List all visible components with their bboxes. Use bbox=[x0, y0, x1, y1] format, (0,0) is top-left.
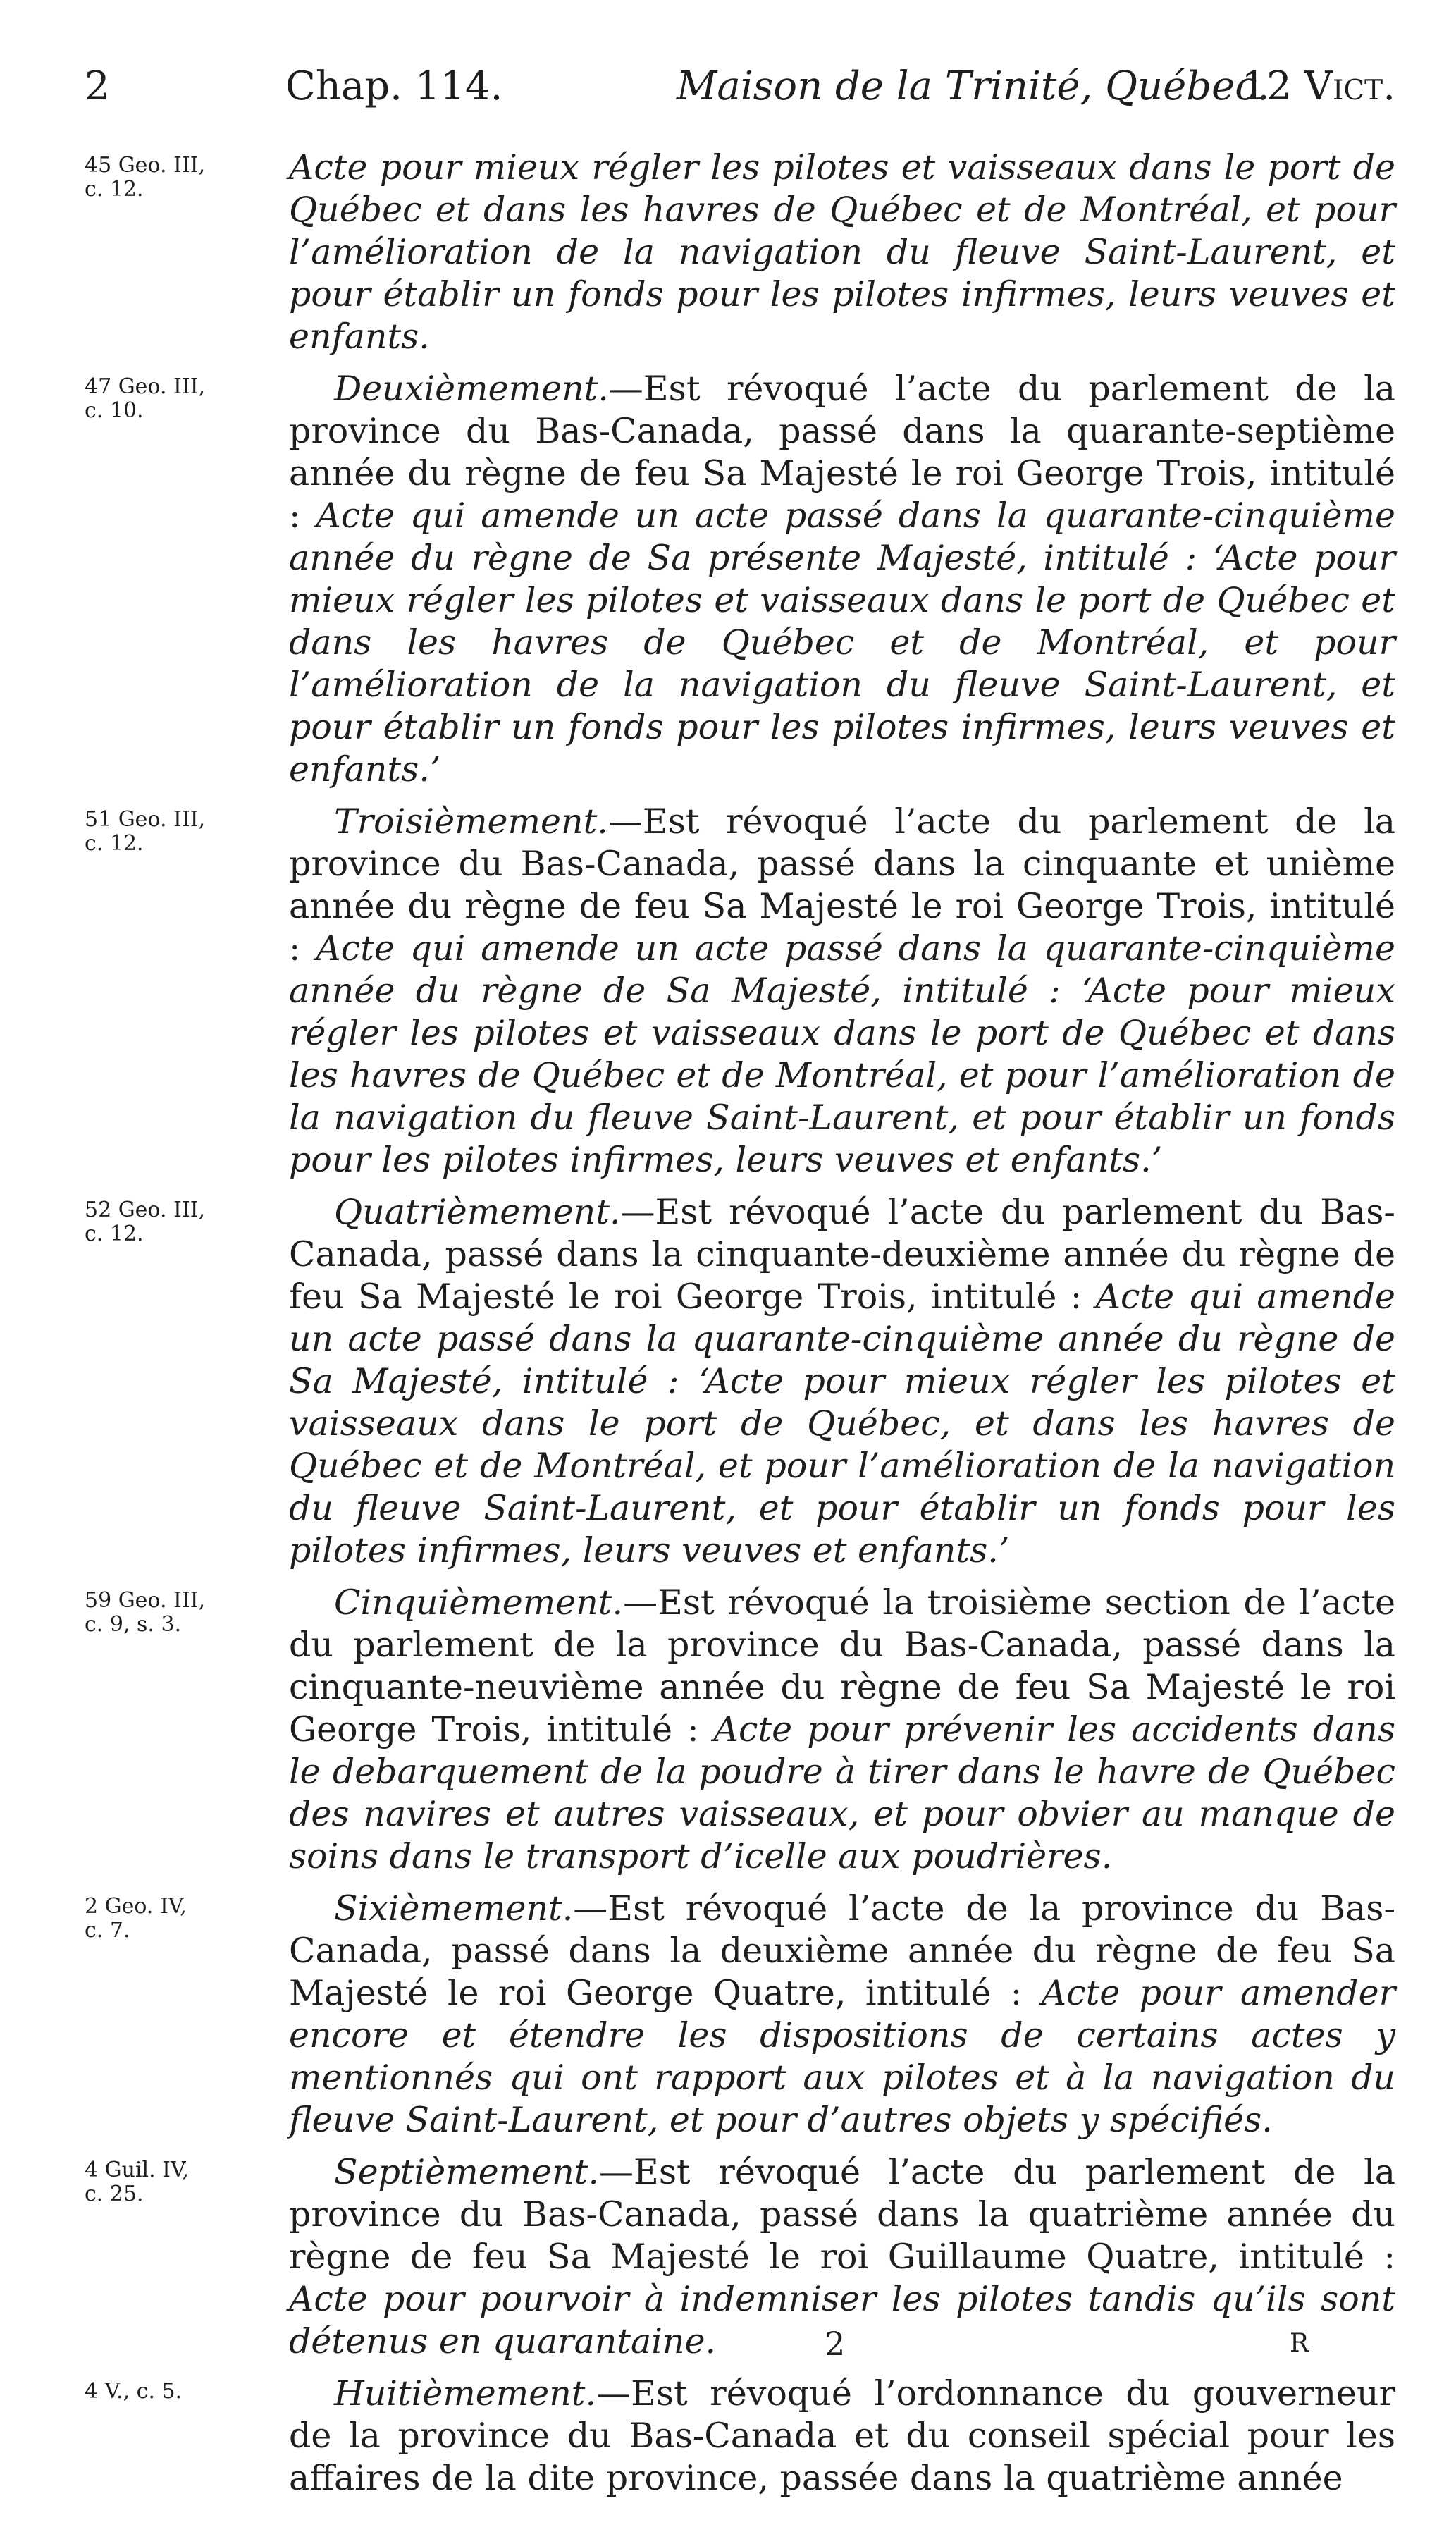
entry-text bbox=[289, 1582, 1395, 1878]
entry-body: —Est révoqué l’acte du parlement de la province du Bas-Canada, passé dans la quatrième année du règne de feu Sa Majesté le roi Guillaume Quatre, intitulé : bbox=[289, 2152, 1395, 2277]
ordinal-heading: Deuxièmement. bbox=[334, 369, 609, 409]
signature-letter: R bbox=[1290, 2329, 1309, 2358]
chapter-label: Chap. 114. bbox=[285, 63, 503, 109]
page-number: 2 bbox=[85, 63, 110, 109]
margin-citation: 59 Geo. III, c. 9, s. 3. bbox=[85, 1588, 206, 1637]
margin-citation: 2 Geo. IV, c. 7. bbox=[85, 1894, 187, 1943]
ordinal-heading: Huitièmement. bbox=[334, 2373, 597, 2414]
signature-line bbox=[0, 2323, 1456, 2365]
margin-citation: 51 Geo. III, c. 12. bbox=[85, 807, 206, 856]
entry-body: —Est révoqué l’acte du parlement de la province du Bas-Canada, passé dans la cinquante et unième année du règne de feu Sa Majesté le roi George Trois, intitulé : bbox=[289, 801, 1395, 969]
entry-text bbox=[289, 801, 1395, 1181]
entry-body: —Est révoqué l’acte du parlement du Bas-Canada, passé dans la cinquante-deuxième année du règne de feu Sa Majesté le roi George Trois, intitulé : bbox=[289, 1192, 1395, 1317]
entry-text bbox=[289, 147, 1395, 358]
entry-body: —Est révoqué la troisième section de l’acte du parlement de la province du Bas-Canada, passé dans la cinquante-neuvième année du règne de feu Sa Majesté le roi George Trois, intitulé : bbox=[289, 1582, 1395, 1750]
entry-text bbox=[289, 368, 1395, 791]
ordinal-heading: Cinquièmement. bbox=[334, 1582, 624, 1623]
margin-citation: 47 Geo. III, c. 10. bbox=[85, 374, 206, 423]
entry-text bbox=[289, 1888, 1395, 2141]
ordinal-heading: Septièmement. bbox=[334, 2152, 600, 2192]
margin-citation: 4 Guil. IV, c. 25. bbox=[85, 2158, 189, 2206]
ordinal-heading: Troisièmement. bbox=[334, 801, 608, 842]
margin-citation: 45 Geo. III, c. 12. bbox=[85, 153, 206, 202]
entry-body: —Est révoqué l’ordonnance du gouverneur de la province du Bas-Canada et du conseil spécial pour les affaires de la dite province, passée dans la quatrième année bbox=[289, 2373, 1395, 2498]
regnal-year: 12 Vict. bbox=[1241, 63, 1395, 109]
entry-body: —Est révoqué l’acte du parlement de la province du Bas-Canada, passé dans la quarante-septième année du règne de feu Sa Majesté le roi George Trois, intitulé : bbox=[289, 369, 1395, 536]
repeal-entry bbox=[85, 801, 1395, 1181]
act-title: Acte qui amende un acte passé dans la quarante-cinquième année du règne de Sa présente Majesté, intitulé : ‘Acte pour mieux régler les pilotes et vaisseaux dans le port de Québec et dans les havres de Québec et de Montréal, et pour l’amélioration de la navigation du fleuve Saint-Laurent, et pour établir un fonds pour les pilotes infirmes, leurs veuves et enfants.’ bbox=[289, 496, 1395, 789]
running-title: Maison de la Trinité, Québec. bbox=[677, 63, 1270, 109]
act-title: Acte pour mieux régler les pilotes et vaisseaux dans le port de Québec et dans les havres de Québec et de Montréal, et pour l’amélioration de la navigation du fleuve Saint-Laurent, et pour établir un fonds pour les pilotes infirmes, leurs veuves et enfants. bbox=[289, 147, 1395, 357]
repeal-entry bbox=[85, 1191, 1395, 1572]
margin-citation: 4 V., c. 5. bbox=[85, 2379, 183, 2404]
repeal-entry bbox=[85, 1888, 1395, 2141]
entry-text bbox=[289, 2373, 1395, 2500]
act-title: Acte pour prévenir les accidents dans le debarquement de la poudre à tirer dans le havre de Québec des navires et autres vaisseaux, et pour obvier au manque de soins dans le transport d’icelle aux poudrières. bbox=[289, 1709, 1395, 1876]
margin-citation: 52 Geo. III, c. 12. bbox=[85, 1198, 206, 1246]
act-title: Acte pour pourvoir à indemniser les pilotes tandis qu’ils sont détenus en quarantaine. bbox=[289, 2279, 1395, 2361]
ordinal-heading: Quatrièmement. bbox=[334, 1192, 621, 1232]
repeal-entry bbox=[85, 368, 1395, 791]
repeal-entry bbox=[85, 2373, 1395, 2500]
entry-text bbox=[289, 1191, 1395, 1572]
running-header bbox=[85, 55, 1395, 118]
act-title: Acte qui amende un acte passé dans la quarante-cinquième année du règne de Sa Majesté, intitulé : ‘Acte pour mieux régler les pilotes et vaisseaux dans le port de Québec, et dans les havres de Québec et de Montréal, et pour l’amélioration de la navigation du fleuve Saint-Laurent, et pour établir un fonds pour les pilotes infirmes, leurs veuves et enfants.’ bbox=[289, 1277, 1395, 1570]
signature-number: 2 bbox=[825, 2325, 846, 2363]
ordinal-heading: Sixièmement. bbox=[334, 1888, 574, 1929]
entry-body: —Est révoqué l’acte de la province du Bas-Canada, passé dans la deuxième année du règne de feu Sa Majesté le roi George Quatre, intitulé : bbox=[289, 1888, 1395, 2013]
act-title: Acte pour amender encore et étendre les dispositions de certains actes y mentionnés qui ont rapport aux pilotes et à la navigation du fleuve Saint-Laurent, et pour d’autres objets y spécifiés. bbox=[289, 1973, 1395, 2140]
act-title: Acte qui amende un acte passé dans la quarante-cinquième année du règne de Sa Majesté, intitulé : ‘Acte pour mieux régler les pilotes et vaisseaux dans le port de Québec et dans les havres de Québec et de Montréal, et pour l’amélioration de la navigation du fleuve Saint-Laurent, et pour établir un fonds pour les pilotes infirmes, leurs veuves et enfants.’ bbox=[289, 928, 1395, 1180]
repeal-entry bbox=[85, 1582, 1395, 1878]
repeal-entries bbox=[85, 147, 1395, 2509]
repeal-entry bbox=[85, 147, 1395, 358]
